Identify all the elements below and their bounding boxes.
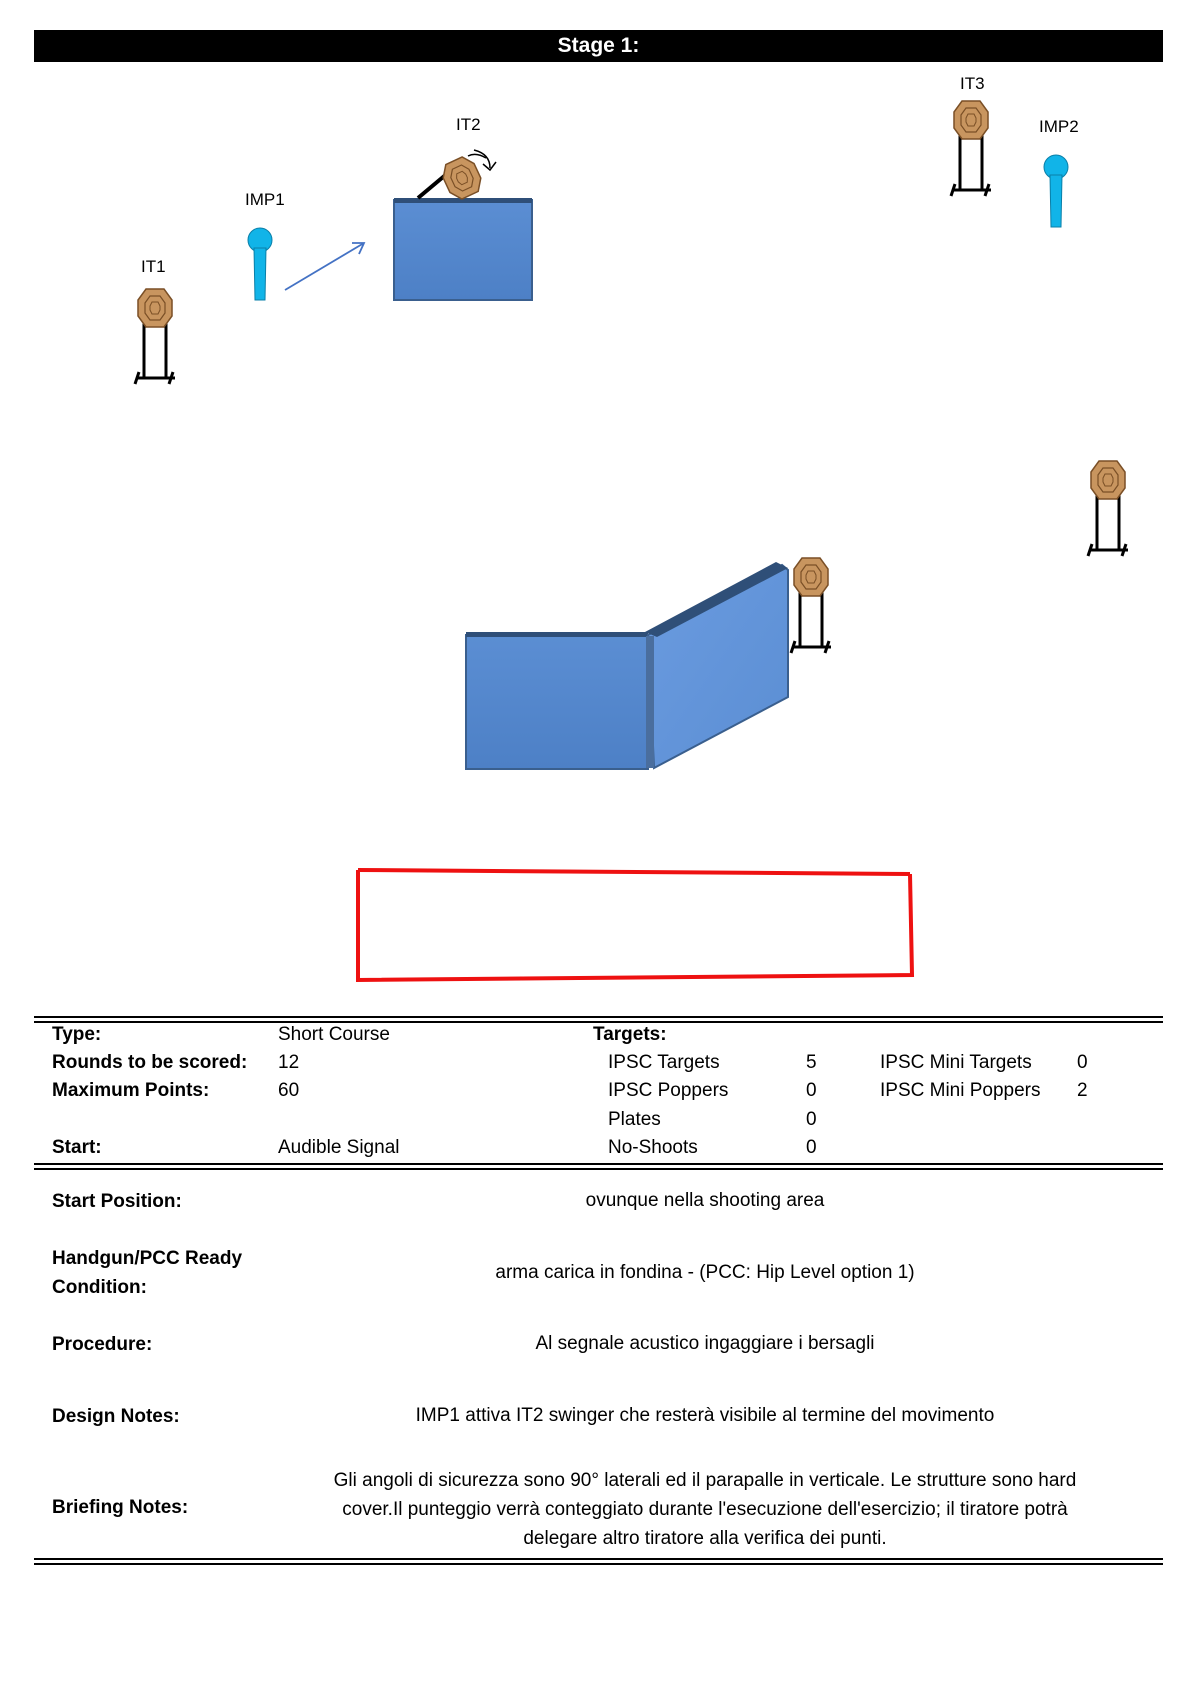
ready-condition-label-line-1: Handgun/PCC Ready: [52, 1248, 243, 1269]
it1-target: [135, 289, 175, 384]
upper-wall: [394, 198, 532, 300]
briefing-notes-value: [300, 1466, 1110, 1553]
stage-title: Stage 1:: [34, 30, 1163, 62]
start-value: Audible Signal: [278, 1137, 400, 1158]
target-name: No-Shoots: [608, 1137, 698, 1158]
max-points-value: 60: [278, 1080, 300, 1101]
it1-label: IT1: [141, 257, 166, 276]
it4-target: [1088, 461, 1128, 556]
target-name: Plates: [608, 1109, 661, 1130]
briefing-line: cover.Il punteggio verrà conteggiato durante l'esecuzione dell'esercizio; il tiratore potrà: [342, 1499, 1068, 1520]
briefing-line: Gli angoli di sicurezza sono 90° laterali ed il parapalle in verticale. Le strutture sono hard: [333, 1470, 1077, 1491]
briefing-notes-label: Briefing Notes:: [52, 1497, 189, 1518]
procedure-label: Procedure:: [52, 1334, 153, 1355]
mini-target-name: IPSC Mini Poppers: [880, 1080, 1041, 1101]
it3-label: IT3: [960, 74, 985, 93]
ready-condition-label-line-2: Condition:: [52, 1277, 147, 1298]
imp2-popper: [1044, 155, 1068, 227]
lower-left-wall: [466, 632, 648, 769]
start-label: Start:: [52, 1137, 102, 1158]
mini-target-count: 2: [1077, 1080, 1088, 1101]
imp1-label: IMP1: [245, 190, 285, 209]
targets-label: Targets:: [593, 1024, 667, 1045]
summary-bottom-rule: [34, 1163, 1163, 1170]
mini-target-name: IPSC Mini Targets: [880, 1052, 1032, 1073]
mini-target-count: 0: [1077, 1052, 1088, 1073]
target-count: 0: [806, 1080, 817, 1101]
stage-diagram: [0, 62, 1191, 1022]
details-bottom-rule: [34, 1558, 1163, 1565]
target-name: IPSC Poppers: [608, 1080, 729, 1101]
start-position-label: Start Position:: [52, 1191, 182, 1212]
rounds-label: Rounds to be scored:: [52, 1052, 248, 1073]
it5-target: [791, 558, 831, 653]
it2-swinger-target: [418, 150, 496, 202]
type-value: Short Course: [278, 1024, 390, 1045]
design-notes-value: IMP1 attiva IT2 swinger che resterà visibile al termine del movimento: [415, 1405, 995, 1426]
imp1-popper: [248, 228, 272, 300]
it2-label: IT2: [456, 115, 481, 134]
start-position-value: ovunque nella shooting area: [585, 1190, 825, 1211]
target-count: 0: [806, 1137, 817, 1158]
briefing-line: delegare altro tiratore alla verifica dei punti.: [523, 1528, 887, 1549]
lower-right-wall: [645, 562, 788, 768]
rounds-value: 12: [278, 1052, 300, 1073]
it3-target: [951, 101, 991, 196]
ready-condition-value: arma carica in fondina - (PCC: Hip Level option 1): [495, 1262, 915, 1283]
shooting-area: [358, 870, 912, 980]
max-points-label: Maximum Points:: [52, 1080, 210, 1101]
summary-top-rule: [34, 1016, 1163, 1023]
imp2-label: IMP2: [1039, 117, 1079, 136]
target-name: IPSC Targets: [608, 1052, 720, 1073]
activation-arrow: [285, 243, 364, 290]
type-label: Type:: [52, 1024, 102, 1045]
stage-diagram-svg: [0, 62, 1191, 1022]
target-count: 0: [806, 1109, 817, 1130]
design-notes-label: Design Notes:: [52, 1406, 180, 1427]
target-count: 5: [806, 1052, 817, 1073]
procedure-value: Al segnale acustico ingaggiare i bersagli: [535, 1333, 875, 1354]
